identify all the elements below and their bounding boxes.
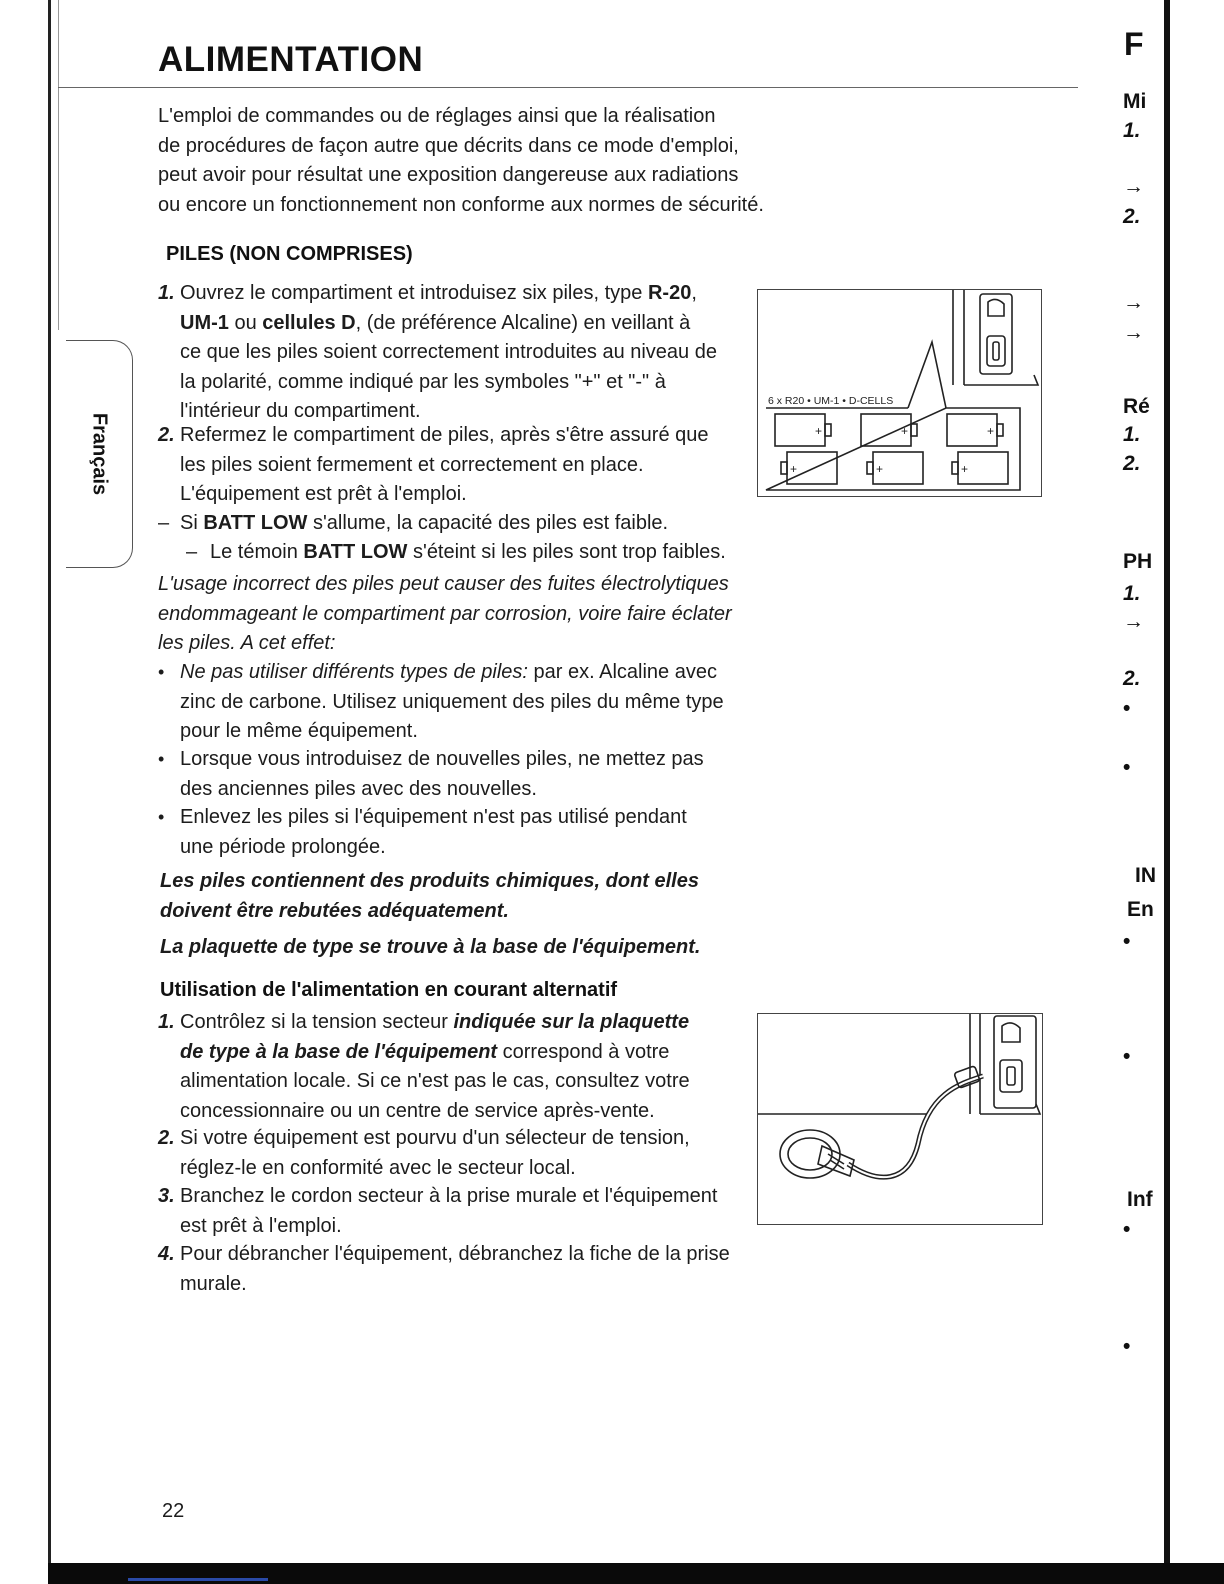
bullet-emphasis: Ne pas utiliser différents types de piles: [180, 661, 528, 683]
intro-line: ou encore un fonctionnement non conforme aux normes de sécurité. [158, 193, 764, 216]
battery-terminal [911, 424, 917, 436]
plug-grip [830, 1160, 844, 1169]
device-base [964, 375, 1038, 385]
socket-slot [1007, 1067, 1015, 1085]
bullet-dot: • [158, 662, 165, 682]
note-text: s'éteint si les piles sont trop faibles. [407, 541, 726, 563]
battery-type-r20: R-20 [647, 282, 692, 304]
bullet-body [180, 803, 687, 862]
step-line [180, 1008, 690, 1038]
bullet-line: Enlevez les piles si l'équipement n'est pas utilisé pendant [180, 806, 687, 828]
wall-socket [780, 1130, 840, 1178]
battery-spec-label: 6 x R20 • UM-1 • D-CELLS [768, 395, 894, 407]
plug-illustration [758, 1014, 1042, 1224]
facing-page-fragment: 2. [1123, 667, 1141, 690]
ac-socket-icon [1000, 1060, 1022, 1092]
step-line: les piles soient fermement et correctement en place. [180, 453, 644, 476]
batt-low-indicator: BATT LOW [203, 512, 308, 534]
facing-page-fragment: 1. [1123, 423, 1141, 446]
page-title: ALIMENTATION [158, 40, 424, 79]
step-body [180, 421, 709, 510]
mains-plug [818, 1146, 854, 1176]
note-body [210, 538, 726, 568]
plus-sign: + [961, 462, 969, 476]
step-line: est prêt à l'emploi. [180, 1214, 342, 1237]
intro-line: peut avoir pour résultat une exposition dangereuse aux radiations [158, 164, 739, 186]
note-text: Si [180, 512, 204, 534]
binding-guide-line [58, 0, 59, 330]
step-emphasis: indiquée sur la plaquette [453, 1011, 690, 1033]
binding-edge [48, 0, 51, 1584]
ac-power-heading: Utilisation de l'alimentation en courant alternatif [160, 979, 618, 1001]
step-line: Pour débrancher l'équipement, débranchez la fiche de la prise [180, 1243, 730, 1265]
facing-page-fragment: 2. [1123, 452, 1141, 475]
battery-compartment [766, 408, 1020, 490]
battery-warning [158, 570, 732, 659]
step-number: 1. [158, 1011, 175, 1033]
language-tab [66, 340, 133, 568]
warning-line: L'usage incorrect des piles peut causer des fuites électrolytiques [158, 573, 729, 595]
step-line [180, 1038, 690, 1068]
battery-compartment-figure [757, 289, 1042, 497]
step-text: Contrôlez si la tension secteur [180, 1011, 454, 1033]
step-line: l'intérieur du compartiment. [180, 400, 421, 422]
facing-page-fragment: → [1123, 175, 1144, 198]
scan-blue-mark [128, 1578, 268, 1581]
bullet-line: des anciennes piles avec des nouvelles. [180, 777, 537, 800]
chemical-disposal-note [160, 867, 699, 926]
socket-symbol [988, 299, 1004, 316]
plus-sign: + [987, 424, 995, 438]
plus-sign: + [901, 424, 909, 438]
facing-page-fragment: Ré [1123, 395, 1150, 418]
step-line: alimentation locale. Si ce n'est pas le cas, consultez votre [180, 1070, 690, 1092]
bullet-body [180, 745, 704, 804]
step-text: correspond à votre [497, 1040, 670, 1063]
warning-line: les piles. A cet effet: [158, 632, 336, 654]
batt-low-indicator: BATT LOW [303, 541, 408, 563]
step-line: Branchez le cordon secteur à la prise murale et l'équipement [180, 1185, 718, 1207]
intro-line: de procédures de façon autre que décrits dans ce mode d'emploi, [158, 134, 739, 157]
socket-slot [993, 342, 999, 360]
step-line: la polarité, comme indiqué par les symboles "+" et "-" à [180, 370, 666, 393]
facing-page-fragment: → [1123, 610, 1144, 633]
step-body [180, 1182, 717, 1241]
facing-page-fragment: • [1123, 756, 1131, 779]
bullet-line: zinc de carbone. Utilisez uniquement des piles du même type [180, 690, 724, 713]
note-text: s'allume, la capacité des piles est faible. [307, 512, 669, 534]
facing-page-fragment: • [1123, 697, 1131, 720]
facing-page-fragment: Mi [1123, 90, 1147, 113]
language-tab-label: Français [88, 412, 111, 496]
battery-type-um1: UM-1 [180, 311, 229, 334]
bullet-dot: • [158, 807, 165, 827]
facing-page-fragment: • [1123, 1218, 1131, 1241]
step-line: réglez-le en conformité avec le secteur local. [180, 1156, 576, 1179]
note-line: doivent être rebutées adéquatement. [160, 899, 509, 922]
bullet-body [180, 658, 724, 747]
type-plate-note: La plaquette de type se trouve à la base de l'équipement. [160, 936, 701, 958]
bullet-text: par ex. Alcaline avec [527, 661, 717, 683]
power-cord-highlight [848, 1076, 983, 1177]
step-text: Ouvrez le compartiment et introduisez six piles, type [180, 282, 648, 304]
step-body [180, 1124, 690, 1183]
step-number: 1. [158, 282, 175, 304]
step-number: 2. [158, 1127, 175, 1149]
socket-symbol [1002, 1023, 1020, 1042]
facing-page-fragment: 2. [1123, 205, 1141, 228]
facing-page-fragment: PH [1123, 550, 1153, 573]
power-cord [848, 1076, 983, 1177]
device-base [980, 1104, 1040, 1114]
bullet-line: Lorsque vous introduisez de nouvelles piles, ne mettez pas [180, 748, 704, 770]
battery-terminal [825, 424, 831, 436]
facing-page-fragment: IN [1135, 864, 1156, 887]
step-body [180, 1008, 690, 1126]
safety-intro [158, 102, 764, 220]
facing-page-fragment: • [1123, 1335, 1131, 1358]
step-number: 3. [158, 1185, 175, 1207]
battery-illustration [758, 290, 1041, 496]
step-emphasis: de type à la base de l'équipement [180, 1040, 498, 1063]
batteries-heading: PILES (NON COMPRISES) [166, 243, 413, 265]
step-line: Si votre équipement est pourvu d'un sélecteur de tension, [180, 1127, 690, 1149]
step-number: 2. [158, 424, 175, 446]
power-socket-icon [987, 336, 1005, 366]
facing-page-fragment: Inf [1127, 1188, 1153, 1211]
note-body [180, 509, 668, 539]
battery-terminal [952, 462, 958, 474]
battery-terminal [997, 424, 1003, 436]
step-text: ou [228, 311, 263, 334]
step-line: ce que les piles soient correctement introduites au niveau de [180, 341, 717, 363]
dash-mark: – [158, 512, 170, 534]
step-body [180, 279, 717, 427]
facing-page-fragment: • [1123, 930, 1131, 953]
bullet-line: pour le même équipement. [180, 720, 418, 742]
facing-page-fragment: 1. [1123, 119, 1141, 142]
note-text: Le témoin [210, 541, 304, 563]
page-number: 22 [162, 1500, 185, 1522]
step-line: L'équipement est prêt à l'emploi. [180, 483, 467, 505]
step-line: Refermez le compartiment de piles, après s'être assuré que [180, 424, 709, 446]
note-line: Les piles contiennent des produits chimiques, dont elles [160, 870, 699, 892]
step-line [180, 279, 717, 309]
facing-page-fragment: En [1127, 898, 1154, 921]
facing-page-fragment: • [1123, 1045, 1131, 1068]
bullet-line: une période prolongée. [180, 835, 386, 858]
ac-power-figure [757, 1013, 1043, 1225]
battery-type-dcells: cellules D [262, 311, 356, 334]
plus-sign: + [815, 424, 823, 438]
bullet-line [180, 658, 724, 688]
battery-terminal [867, 462, 873, 474]
warning-line: endommageant le compartiment par corrosion, voire faire éclater [158, 602, 732, 625]
intro-line: L'emploi de commandes ou de réglages ainsi que la réalisation [158, 105, 716, 127]
step-line: concessionnaire ou un centre de service après-vente. [180, 1099, 655, 1122]
device-panel [980, 294, 1012, 374]
facing-page-fragment: → [1123, 291, 1144, 314]
battery-terminal [781, 462, 787, 474]
step-line [180, 309, 717, 339]
facing-page-fragment: 1. [1123, 582, 1141, 605]
dash-mark: – [186, 541, 198, 563]
step-text: , [691, 282, 697, 304]
bullet-dot: • [158, 749, 165, 769]
facing-page-fragment: F [1124, 26, 1144, 62]
step-number: 4. [158, 1243, 175, 1265]
step-text: , (de préférence Alcaline) en veillant à [355, 311, 691, 334]
step-body [180, 1240, 730, 1299]
pointer-wedge [908, 342, 946, 408]
plus-sign: + [876, 462, 884, 476]
step-line: murale. [180, 1272, 247, 1295]
title-divider [58, 87, 1078, 88]
facing-page-fragment: → [1123, 321, 1144, 344]
wall-socket-inner [788, 1138, 832, 1170]
facing-page-edge [1164, 0, 1170, 1565]
plus-sign: + [790, 462, 798, 476]
